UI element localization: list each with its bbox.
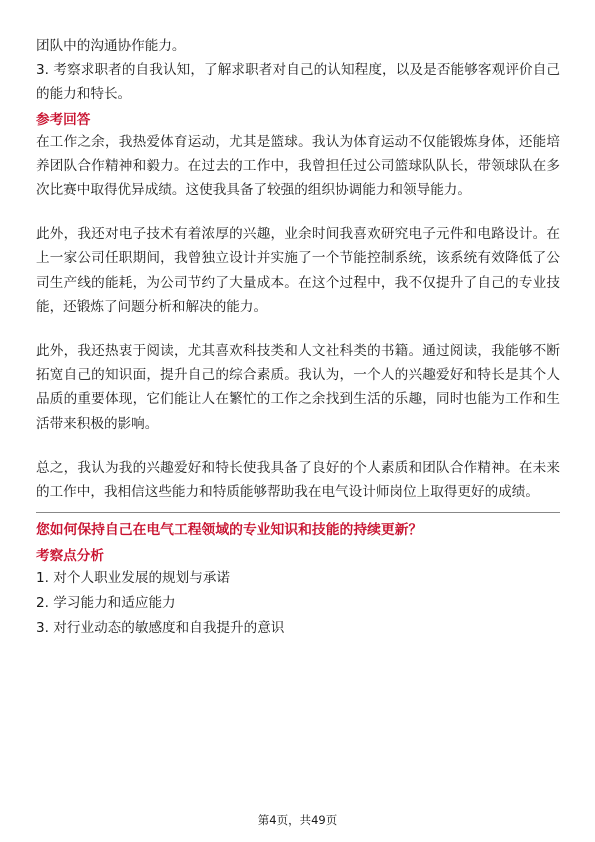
reference-answer-heading: 参考回答 [36,111,91,128]
question-title: 您如何保持自己在电气工程领域的专业知识和技能的持续更新？ [36,522,423,539]
analysis-point-3: 3. 对行业动态的敏感度和自我提升的意识 [36,620,285,637]
analysis-heading: 考察点分析 [36,548,104,565]
reference-paragraph-4: 总之，我认为我的兴趣爱好和特长使我具备了良好的个人素质和团队合作精神。在未来的工作中，我相信这些能力和特质能够帮助我在电气设计师岗位上取得更好的成绩。 [36,459,560,501]
reference-paragraph-3: 此外，我还热衷于阅读，尤其喜欢科技类和人文社科类的书籍。通过阅读，我能够不断拓宽自己的知识面，提升自己的综合素质。我认为，一个人的兴趣爱好和特长是其个人品质的重要体现，它们能让人在繁忙的工作之余找到生活的乐趣，同时也能为工作和生活带来积极的影响。 [36,343,560,432]
paragraph-gap [36,319,560,339]
reference-paragraph-1: 在工作之余，我热爱体育运动，尤其是篮球。我认为体育运动不仅能锻炼身体，还能培养团队合作精神和毅力。在过去的工作中，我曾担任过公司篮球队队长，带领球队在多次比赛中取得优异成绩。这使我具备了较强的组织协调能力和领导能力。 [36,133,560,199]
section-divider [36,512,560,513]
analysis-point-1: 1. 对个人职业发展的规划与承诺 [36,570,231,587]
page-content [36,34,560,641]
page-number-footer: 第4页，共49页 [257,813,338,827]
analysis-point-2: 2. 学习能力和适应能力 [36,595,176,612]
intro-point-3: 3. 考察求职者的自我认知，了解求职者对自己的认知程度，以及是否能够客观评价自己的能力和特长。 [36,62,560,103]
intro-continuation: 团队中的沟通协作能力。 [36,38,186,54]
paragraph-gap [36,202,560,222]
reference-paragraph-2: 此外，我还对电子技术有着浓厚的兴趣，业余时间我喜欢研究电子元件和电路设计。在上一家公司任职期间，我曾独立设计并实施了一个节能控制系统，该系统有效降低了公司生产线的能耗，为公司节约了大量成本。在这个过程中，我不仅提升了自己的专业技能，还锻炼了问题分析和解决的能力。 [36,226,560,315]
paragraph-gap [36,436,560,456]
